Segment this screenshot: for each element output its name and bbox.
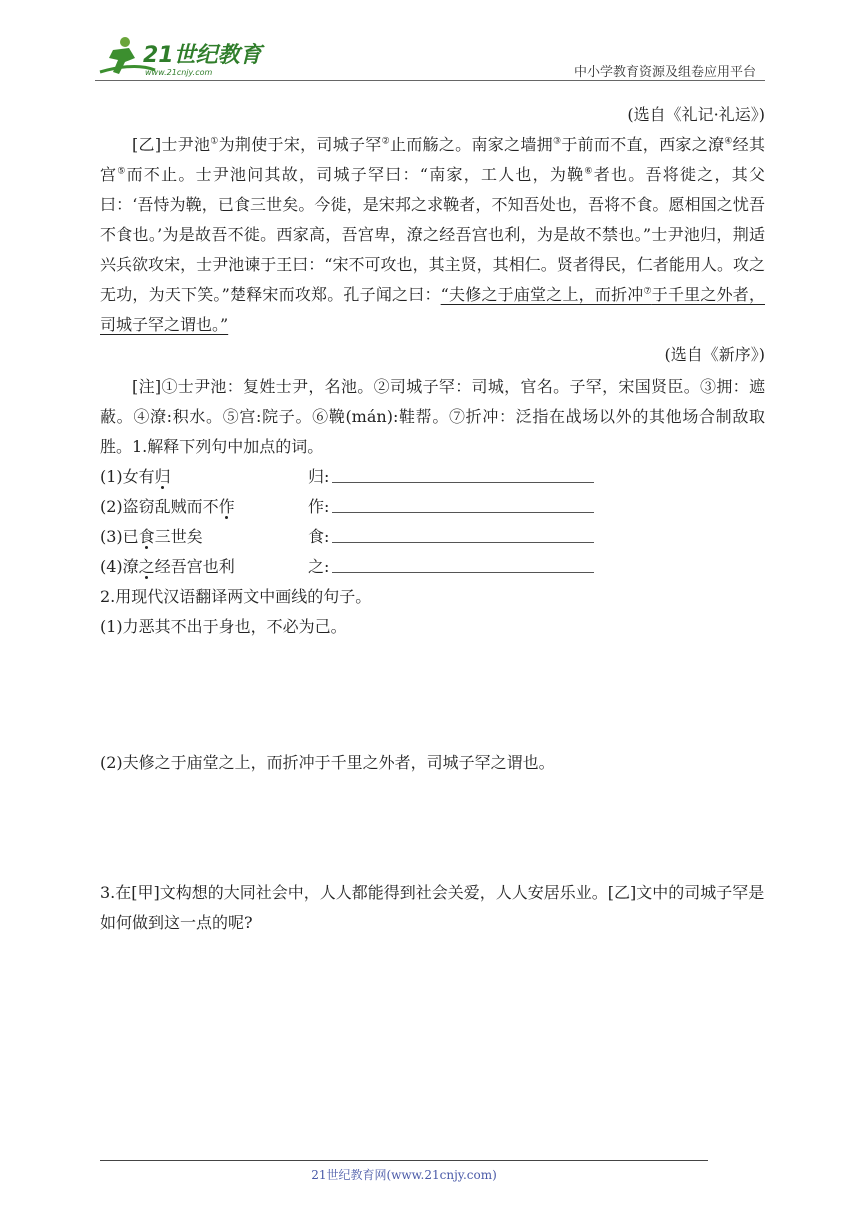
dotted-char: 之 (138, 557, 155, 576)
answer-line[interactable] (332, 482, 594, 483)
answer-space[interactable] (100, 642, 765, 748)
dotted-char: 作 (218, 497, 235, 516)
footer-link[interactable]: 21世纪教育网(www.21cnjy.com) (311, 1168, 497, 1182)
dotted-char: 食 (138, 527, 155, 546)
notes: [注]①士尹池：复姓士尹，名池。②司城子罕：司城，官名。子罕，宋国贤臣。③拥：遮蔽。④潦:积水。⑤宫:院子。⑥鞔(mán):鞋帮。⑦折冲：泛指在战场以外的其他场合制敌取胜。1.解释下列句中加点的词。 (100, 377, 765, 456)
q2-sentence-1: (1)力恶其不出于身也，不必为己。 (100, 617, 347, 636)
q2-title: 2.用现代汉语翻译两文中画线的句子。 (100, 587, 372, 606)
answer-space[interactable] (100, 778, 765, 878)
answer-label: 作: (308, 497, 330, 516)
answer-label: 食: (308, 527, 330, 546)
footer-divider (100, 1160, 708, 1161)
logo-url: www.21cnjy.com (145, 68, 213, 77)
q3-question: 3.在[甲]文构想的大同社会中，人人都能得到社会关爱，人人安居乐业。[乙]文中的司城子罕是如何做到这一点的呢? (100, 883, 765, 932)
dotted-char: 归 (154, 467, 171, 486)
document-body (100, 100, 765, 938)
platform-name: 中小学教育资源及组卷应用平台 (573, 65, 756, 80)
site-logo (95, 32, 270, 80)
q1-list (100, 462, 765, 582)
header-divider (95, 80, 765, 81)
answer-label: 归: (308, 467, 330, 486)
q2-sentence-2: (2)夫修之于庙堂之上，而折冲于千里之外者，司城子罕之谓也。 (100, 753, 555, 772)
passage-yi: [乙]士尹池①为荆使于宋，司城子罕②止而觞之。南家之墙拥③于前而不直，西家之潦④经其宫⑤而不止。士尹池问其故，司城子罕曰：“南家，工人也，为鞔⑥者也。吾将徙之，其父曰：‘吾恃为鞔，已食三世矣。今徙，是宋邦之求鞔者，不知吾处也，吾将不食。愿相国之忧吾不食也。’为是故吾不徙。西家高，吾宫卑，潦之经吾宫也利，为是故不禁也。”士尹池归，荆适兴兵欲攻宋，士尹池谏于王曰：“宋不可攻也，其主贤，其相仁。贤者得民，仁者能用人。攻之无功，为天下笑。”楚释宋而攻郑。孔子闻之曰：“夫修之于庙堂之上，而折冲⑦于千里之外者，司城子罕之谓也。” (100, 135, 765, 334)
underlined-sentence: “夫修之于庙堂之上，而折冲⑦于千里之外者，司城子罕之谓也。” (100, 285, 765, 334)
source-jia: (选自《礼记·礼运》) (627, 105, 765, 124)
logo-text: 21世纪教育 (143, 43, 262, 68)
source-yi: (选自《新序》) (664, 345, 765, 364)
answer-label: 之: (308, 557, 330, 576)
answer-line[interactable] (332, 542, 594, 543)
answer-line[interactable] (332, 572, 594, 573)
q1-item: (3)已食三世矣 食: (100, 522, 765, 552)
q1-item: (1)女有归 归: (100, 462, 765, 492)
answer-line[interactable] (332, 512, 594, 513)
q1-item: (2)盗窃乱贼而不作 作: (100, 492, 765, 522)
q1-item: (4)潦之经吾宫也利 之: (100, 552, 765, 582)
